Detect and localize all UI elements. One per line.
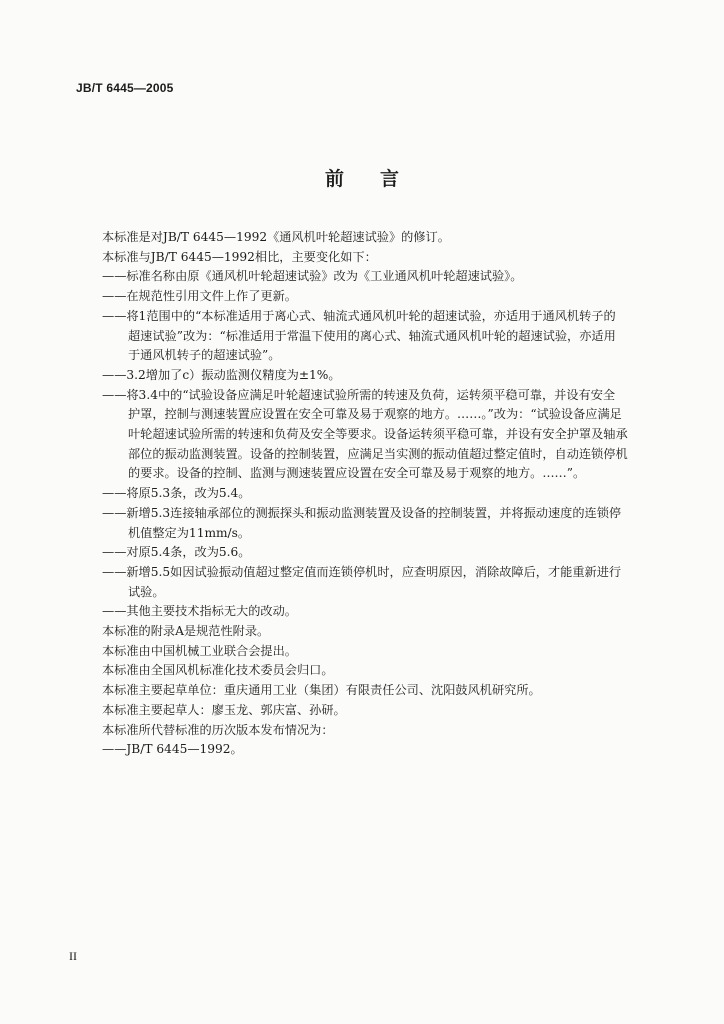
list-item: ——将3.4中的“试验设备应满足叶轮超速试验所需的转速及负荷，运转须平稳可靠，并设有安全	[102, 387, 616, 402]
list-item-continuation: 超速试验”改为：“标准适用于常温下使用的离心式、轴流式通风机叶轮的超速试验，亦适用	[128, 328, 616, 343]
list-item-continuation: 叶轮超速试验所需的转速和负荷及安全等要求。设备运转须平稳可靠，并设有安全护罩及轴承	[128, 427, 628, 442]
text-line: 本标准主要起草单位：重庆通用工业（集团）有限责任公司、沈阳鼓风机研究所。	[102, 683, 541, 698]
text-line: 本标准的附录A是规范性附录。	[102, 624, 270, 639]
text-line: 本标准是对JB/T 6445—1992《通风机叶轮超速试验》的修订。	[102, 230, 450, 244]
list-item: ——将1范围中的“本标准适用于离心式、轴流式通风机叶轮的超速试验，亦适用于通风机转子的	[102, 308, 616, 323]
text-line: 本标准所代替标准的历次版本发布情况为：	[102, 722, 334, 737]
list-item-continuation: 的要求。设备的控制、监测与测速装置应设置在安全可靠及易于观察的地方。……”。	[128, 466, 586, 481]
list-item: ——新增5.5如因试验振动值超过整定值而连锁停机时，应查明原因，消除故障后，才能重新进行	[102, 564, 622, 579]
list-item-continuation: 部位的振动监测装置。设备的控制装置，应满足当实测的振动值超过整定值时，自动连锁停机	[128, 446, 628, 461]
list-item: ——新增5.3连接轴承部位的测振探头和振动监测装置及设备的控制装置，并将振动速度的连锁停	[102, 505, 622, 520]
text-line: 本标准与JB/T 6445—1992相比，主要变化如下：	[102, 249, 377, 264]
foreword-body	[102, 228, 650, 760]
list-item: ——JB/T 6445—1992。	[102, 742, 243, 757]
page-number: II	[69, 949, 77, 963]
list-item-continuation: 试验。	[128, 584, 165, 599]
list-item: ——标准名称由原《通风机叶轮超速试验》改为《工业通风机叶轮超速试验》。	[102, 269, 523, 284]
list-item: ——3.2增加了c）振动监测仪精度为±1%。	[102, 367, 341, 382]
list-item-continuation: 护罩，控制与测速装置应设置在安全可靠及易于观察的地方。……。”改为：“试验设备应满足	[128, 407, 622, 422]
standard-code-header: JB/T 6445—2005	[76, 81, 174, 95]
list-item: ——将原5.3条，改为5.4。	[102, 486, 251, 501]
text-line: 本标准由中国机械工业联合会提出。	[102, 643, 297, 658]
list-item: ——其他主要技术指标无大的改动。	[102, 604, 297, 619]
list-item-continuation: 于通风机转子的超速试验”。	[128, 348, 281, 363]
list-item: ——对原5.4条，改为5.6。	[102, 545, 251, 560]
list-item: ——在规范性引用文件上作了更新。	[102, 289, 297, 304]
text-line: 本标准由全国风机标准化技术委员会归口。	[102, 663, 334, 678]
text-line: 本标准主要起草人：廖玉龙、郭庆富、孙研。	[102, 702, 346, 717]
list-item-continuation: 机值整定为11mm/s。	[128, 525, 251, 540]
page-title: 前言	[324, 168, 435, 190]
